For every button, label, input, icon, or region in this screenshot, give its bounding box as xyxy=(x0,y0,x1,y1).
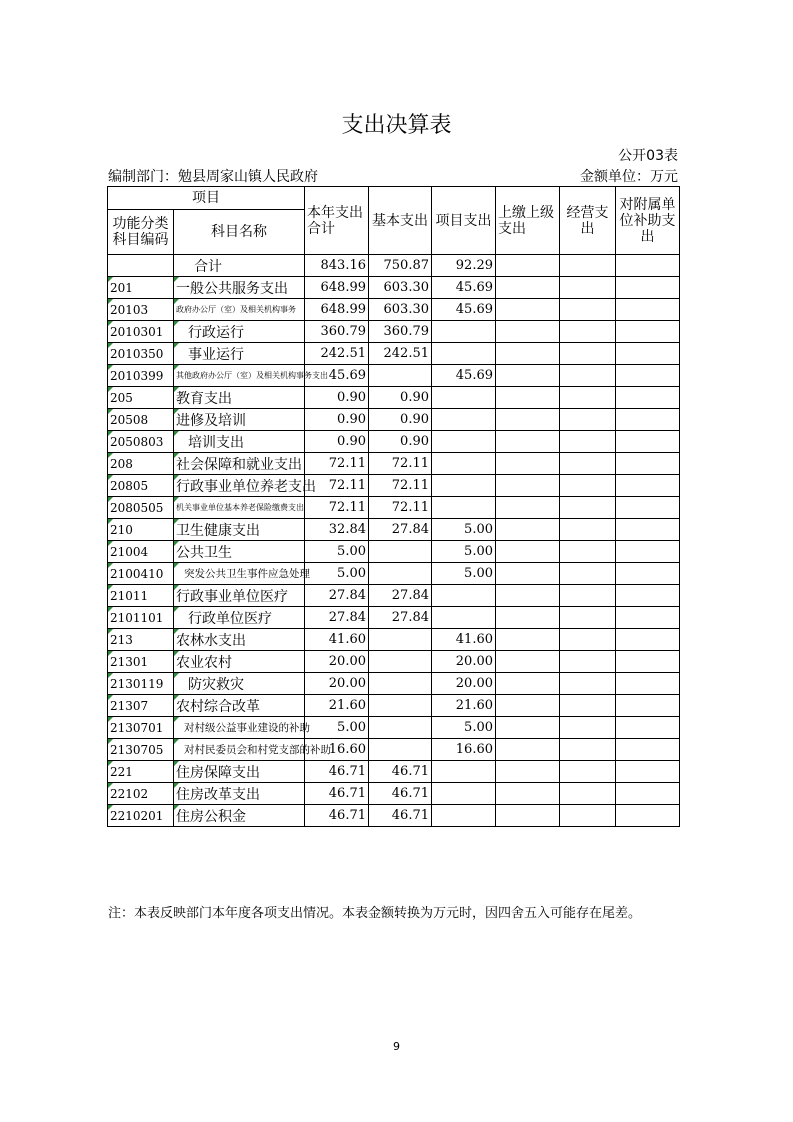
cell-subsidy xyxy=(616,805,680,827)
cell-code: 2210201 xyxy=(108,805,174,827)
cell-subsidy xyxy=(616,431,680,453)
cell-project: 41.60 xyxy=(432,629,496,651)
cell-operating xyxy=(560,299,616,321)
cell-subsidy xyxy=(616,717,680,739)
cell-project xyxy=(432,409,496,431)
table-row xyxy=(108,519,680,541)
table-body xyxy=(108,255,680,827)
cell-total: 45.69 xyxy=(305,365,369,387)
cell-upper xyxy=(496,519,560,541)
cell-basic xyxy=(369,541,432,563)
cell-code: 205 xyxy=(108,387,174,409)
table-row xyxy=(108,255,680,277)
cell-name: 住房保障支出 xyxy=(174,761,305,783)
cell-subsidy xyxy=(616,563,680,585)
cell-total: 32.84 xyxy=(305,519,369,541)
table-row xyxy=(108,717,680,739)
cell-subsidy xyxy=(616,541,680,563)
header-subsidy: 对附属单位补助支出 xyxy=(616,187,680,255)
cell-code: 21004 xyxy=(108,541,174,563)
cell-total: 843.16 xyxy=(305,255,369,277)
cell-project: 5.00 xyxy=(432,717,496,739)
cell-name: 卫生健康支出 xyxy=(174,519,305,541)
cell-name: 公共卫生 xyxy=(174,541,305,563)
cell-name: 事业运行 xyxy=(174,343,305,365)
table-row xyxy=(108,277,680,299)
cell-basic xyxy=(369,717,432,739)
table-row xyxy=(108,431,680,453)
header-name: 科目名称 xyxy=(174,210,305,255)
header-upper: 上缴上级支出 xyxy=(496,187,560,255)
table-row xyxy=(108,805,680,827)
table-number: 公开03表 xyxy=(618,148,678,164)
header-total: 本年支出合计 xyxy=(305,187,369,255)
cell-name: 进修及培训 xyxy=(174,409,305,431)
cell-operating xyxy=(560,805,616,827)
cell-upper xyxy=(496,761,560,783)
cell-project xyxy=(432,761,496,783)
cell-basic: 0.90 xyxy=(369,409,432,431)
cell-total: 46.71 xyxy=(305,761,369,783)
cell-code: 2130701 xyxy=(108,717,174,739)
cell-basic xyxy=(369,563,432,585)
cell-project: 5.00 xyxy=(432,519,496,541)
footnote: 注：本表反映部门本年度各项支出情况。本表金额转换为万元时，因四舍五入可能存在尾差。 xyxy=(108,906,642,921)
cell-code: 21011 xyxy=(108,585,174,607)
cell-operating xyxy=(560,607,616,629)
cell-project: 45.69 xyxy=(432,365,496,387)
cell-basic xyxy=(369,739,432,761)
cell-subsidy xyxy=(616,343,680,365)
cell-code: 2080505 xyxy=(108,497,174,519)
cell-total: 46.71 xyxy=(305,805,369,827)
cell-subsidy xyxy=(616,651,680,673)
cell-code: 2130119 xyxy=(108,673,174,695)
cell-name: 住房改革支出 xyxy=(174,783,305,805)
cell-upper xyxy=(496,321,560,343)
cell-total: 242.51 xyxy=(305,343,369,365)
cell-subsidy xyxy=(616,519,680,541)
cell-operating xyxy=(560,255,616,277)
cell-upper xyxy=(496,431,560,453)
cell-total: 648.99 xyxy=(305,277,369,299)
unit-label: 金额单位：万元 xyxy=(580,169,678,185)
cell-code: 2010301 xyxy=(108,321,174,343)
cell-code: 210 xyxy=(108,519,174,541)
cell-operating xyxy=(560,695,616,717)
cell-name: 社会保障和就业支出 xyxy=(174,453,305,475)
cell-total: 648.99 xyxy=(305,299,369,321)
cell-code: 2010350 xyxy=(108,343,174,365)
cell-code: 213 xyxy=(108,629,174,651)
cell-code: 22102 xyxy=(108,783,174,805)
cell-basic: 750.87 xyxy=(369,255,432,277)
header-operating: 经营支出 xyxy=(560,187,616,255)
cell-operating xyxy=(560,365,616,387)
cell-total: 21.60 xyxy=(305,695,369,717)
cell-basic: 603.30 xyxy=(369,277,432,299)
cell-operating xyxy=(560,475,616,497)
cell-project xyxy=(432,475,496,497)
cell-basic: 72.11 xyxy=(369,453,432,475)
cell-basic: 27.84 xyxy=(369,585,432,607)
cell-name: 农业农村 xyxy=(174,651,305,673)
cell-name: 对村级公益事业建设的补助 xyxy=(174,717,305,739)
cell-name: 农林水支出 xyxy=(174,629,305,651)
cell-project: 5.00 xyxy=(432,541,496,563)
cell-code: 2050803 xyxy=(108,431,174,453)
cell-operating xyxy=(560,343,616,365)
cell-upper xyxy=(496,387,560,409)
cell-subsidy xyxy=(616,497,680,519)
table-row xyxy=(108,607,680,629)
cell-upper xyxy=(496,695,560,717)
table-row xyxy=(108,453,680,475)
cell-code: 21301 xyxy=(108,651,174,673)
cell-name: 合计 xyxy=(174,255,305,277)
cell-upper xyxy=(496,409,560,431)
cell-basic: 46.71 xyxy=(369,783,432,805)
cell-project xyxy=(432,321,496,343)
cell-subsidy xyxy=(616,475,680,497)
cell-operating xyxy=(560,409,616,431)
cell-upper xyxy=(496,497,560,519)
table-row xyxy=(108,343,680,365)
cell-code: 201 xyxy=(108,277,174,299)
cell-upper xyxy=(496,585,560,607)
table-row xyxy=(108,629,680,651)
cell-project: 92.29 xyxy=(432,255,496,277)
cell-basic: 0.90 xyxy=(369,431,432,453)
table-row xyxy=(108,673,680,695)
cell-code: 20103 xyxy=(108,299,174,321)
cell-basic xyxy=(369,695,432,717)
cell-project: 45.69 xyxy=(432,299,496,321)
cell-basic: 46.71 xyxy=(369,805,432,827)
cell-name: 一般公共服务支出 xyxy=(174,277,305,299)
cell-project xyxy=(432,585,496,607)
cell-code: 21307 xyxy=(108,695,174,717)
cell-operating xyxy=(560,673,616,695)
table-row xyxy=(108,299,680,321)
cell-subsidy xyxy=(616,321,680,343)
cell-basic: 46.71 xyxy=(369,761,432,783)
table-row xyxy=(108,541,680,563)
table-row xyxy=(108,739,680,761)
cell-total: 46.71 xyxy=(305,783,369,805)
cell-project xyxy=(432,453,496,475)
cell-subsidy xyxy=(616,365,680,387)
cell-operating xyxy=(560,585,616,607)
cell-basic xyxy=(369,365,432,387)
table-row xyxy=(108,695,680,717)
cell-total: 72.11 xyxy=(305,475,369,497)
cell-upper xyxy=(496,541,560,563)
cell-operating xyxy=(560,563,616,585)
cell-subsidy xyxy=(616,585,680,607)
cell-project: 5.00 xyxy=(432,563,496,585)
cell-code: 208 xyxy=(108,453,174,475)
cell-upper xyxy=(496,651,560,673)
cell-basic: 27.84 xyxy=(369,519,432,541)
table-row xyxy=(108,475,680,497)
cell-code: 2130705 xyxy=(108,739,174,761)
cell-operating xyxy=(560,717,616,739)
cell-total: 72.11 xyxy=(305,497,369,519)
cell-upper xyxy=(496,805,560,827)
cell-total: 5.00 xyxy=(305,717,369,739)
cell-total: 72.11 xyxy=(305,453,369,475)
cell-total: 5.00 xyxy=(305,541,369,563)
cell-subsidy xyxy=(616,277,680,299)
cell-upper xyxy=(496,299,560,321)
cell-total: 16.60 xyxy=(305,739,369,761)
cell-operating xyxy=(560,629,616,651)
cell-operating xyxy=(560,651,616,673)
cell-project xyxy=(432,607,496,629)
cell-subsidy xyxy=(616,761,680,783)
expenditure-table xyxy=(107,186,680,827)
cell-total: 41.60 xyxy=(305,629,369,651)
cell-total: 27.84 xyxy=(305,607,369,629)
cell-project xyxy=(432,431,496,453)
cell-name: 培训支出 xyxy=(174,431,305,453)
cell-basic: 72.11 xyxy=(369,475,432,497)
cell-project xyxy=(432,805,496,827)
cell-subsidy xyxy=(616,739,680,761)
cell-subsidy xyxy=(616,453,680,475)
cell-code: 2101101 xyxy=(108,607,174,629)
cell-name: 农村综合改革 xyxy=(174,695,305,717)
cell-code: 2010399 xyxy=(108,365,174,387)
table-row xyxy=(108,651,680,673)
cell-subsidy xyxy=(616,387,680,409)
cell-code: 2100410 xyxy=(108,563,174,585)
cell-subsidy xyxy=(616,629,680,651)
cell-total: 20.00 xyxy=(305,651,369,673)
page-number: 9 xyxy=(393,1040,400,1053)
cell-operating xyxy=(560,431,616,453)
cell-total: 20.00 xyxy=(305,673,369,695)
cell-project xyxy=(432,343,496,365)
cell-name: 政府办公厅（室）及相关机构事务 xyxy=(174,299,305,321)
cell-upper xyxy=(496,629,560,651)
table-row xyxy=(108,497,680,519)
cell-upper xyxy=(496,607,560,629)
cell-upper xyxy=(496,255,560,277)
cell-basic: 603.30 xyxy=(369,299,432,321)
cell-name: 防灾救灾 xyxy=(174,673,305,695)
table-row xyxy=(108,387,680,409)
cell-project xyxy=(432,783,496,805)
cell-project: 45.69 xyxy=(432,277,496,299)
cell-code: 20508 xyxy=(108,409,174,431)
cell-subsidy xyxy=(616,255,680,277)
cell-total: 27.84 xyxy=(305,585,369,607)
table-row xyxy=(108,783,680,805)
cell-operating xyxy=(560,453,616,475)
cell-subsidy xyxy=(616,695,680,717)
cell-code: 20805 xyxy=(108,475,174,497)
cell-name: 住房公积金 xyxy=(174,805,305,827)
cell-upper xyxy=(496,475,560,497)
cell-upper xyxy=(496,277,560,299)
cell-project: 21.60 xyxy=(432,695,496,717)
cell-basic xyxy=(369,629,432,651)
cell-basic: 27.84 xyxy=(369,607,432,629)
cell-name: 行政事业单位养老支出 xyxy=(174,475,305,497)
table-row xyxy=(108,321,680,343)
header-basic: 基本支出 xyxy=(369,187,432,255)
cell-name: 其他政府办公厅（室）及相关机构事务支出 xyxy=(174,365,305,387)
cell-operating xyxy=(560,761,616,783)
cell-subsidy xyxy=(616,673,680,695)
cell-operating xyxy=(560,519,616,541)
cell-name: 对村民委员会和村党支部的补助 xyxy=(174,739,305,761)
cell-project: 20.00 xyxy=(432,673,496,695)
table-row xyxy=(108,761,680,783)
cell-name: 行政单位医疗 xyxy=(174,607,305,629)
cell-total: 0.90 xyxy=(305,431,369,453)
cell-operating xyxy=(560,277,616,299)
cell-project: 16.60 xyxy=(432,739,496,761)
cell-name: 机关事业单位基本养老保险缴费支出 xyxy=(174,497,305,519)
cell-upper xyxy=(496,365,560,387)
cell-upper xyxy=(496,783,560,805)
cell-name: 教育支出 xyxy=(174,387,305,409)
cell-total: 5.00 xyxy=(305,563,369,585)
cell-operating xyxy=(560,783,616,805)
cell-upper xyxy=(496,673,560,695)
cell-code: 221 xyxy=(108,761,174,783)
table-row xyxy=(108,585,680,607)
cell-name: 行政运行 xyxy=(174,321,305,343)
cell-subsidy xyxy=(616,299,680,321)
cell-subsidy xyxy=(616,409,680,431)
cell-code xyxy=(108,255,174,277)
cell-subsidy xyxy=(616,783,680,805)
cell-upper xyxy=(496,717,560,739)
cell-operating xyxy=(560,541,616,563)
header-code: 功能分类科目编码 xyxy=(108,210,174,255)
cell-name: 行政事业单位医疗 xyxy=(174,585,305,607)
cell-upper xyxy=(496,453,560,475)
table-row xyxy=(108,409,680,431)
cell-total: 0.90 xyxy=(305,409,369,431)
cell-basic: 0.90 xyxy=(369,387,432,409)
cell-total: 360.79 xyxy=(305,321,369,343)
cell-basic: 242.51 xyxy=(369,343,432,365)
cell-basic xyxy=(369,673,432,695)
cell-upper xyxy=(496,563,560,585)
cell-subsidy xyxy=(616,607,680,629)
cell-basic: 360.79 xyxy=(369,321,432,343)
table-row xyxy=(108,563,680,585)
cell-operating xyxy=(560,497,616,519)
cell-operating xyxy=(560,739,616,761)
cell-operating xyxy=(560,321,616,343)
cell-project xyxy=(432,387,496,409)
cell-project xyxy=(432,497,496,519)
table-row xyxy=(108,365,680,387)
cell-upper xyxy=(496,343,560,365)
cell-total: 0.90 xyxy=(305,387,369,409)
cell-basic xyxy=(369,651,432,673)
cell-project: 20.00 xyxy=(432,651,496,673)
cell-name: 突发公共卫生事件应急处理 xyxy=(174,563,305,585)
cell-operating xyxy=(560,387,616,409)
cell-upper xyxy=(496,739,560,761)
cell-basic: 72.11 xyxy=(369,497,432,519)
header-item: 项目 xyxy=(108,187,305,210)
page-title: 支出决算表 xyxy=(341,113,452,138)
department-label: 编制部门：勉县周家山镇人民政府 xyxy=(108,169,318,185)
header-project: 项目支出 xyxy=(432,187,496,255)
